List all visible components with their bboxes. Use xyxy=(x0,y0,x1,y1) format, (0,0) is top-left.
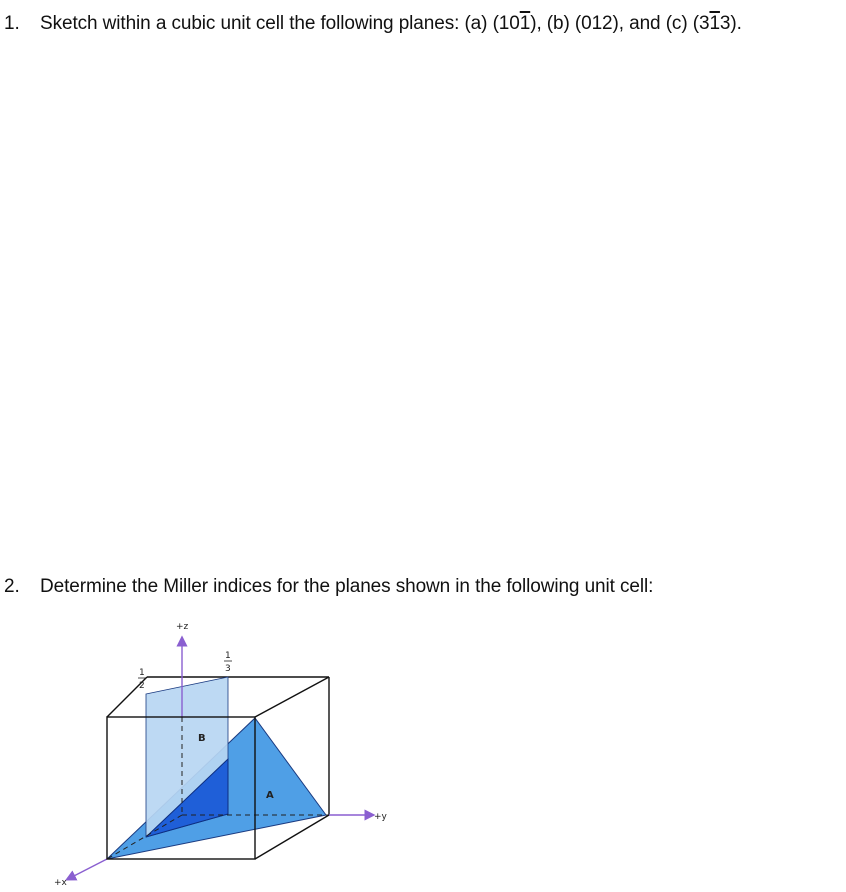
plane-a-open: ( xyxy=(492,13,499,34)
plane-a-h: 1 xyxy=(498,13,510,34)
plane-a-close: ) xyxy=(530,13,537,34)
plane-c-label: (c) xyxy=(665,13,693,34)
plane-c-h: 3 xyxy=(698,13,710,34)
question-1-lead: Sketch within a cubic unit cell the following planes: xyxy=(40,13,465,34)
fraction-half-numerator: 1 xyxy=(139,668,145,678)
question-2-text: Determine the Miller indices for the planes shown in the following unit cell: xyxy=(40,576,654,597)
plane-b-text: (b) (012) xyxy=(546,13,619,34)
fraction-third-numerator: 1 xyxy=(225,651,231,661)
question-1-end: . xyxy=(736,13,742,34)
question-2 xyxy=(4,575,653,599)
unit-cell-svg xyxy=(40,615,420,892)
fraction-half-denominator: 2 xyxy=(139,681,145,691)
plane-a-label: (a) xyxy=(464,13,493,34)
plane-a-k: 0 xyxy=(509,13,520,34)
cube-edge-top-right xyxy=(255,677,329,717)
axis-x-line xyxy=(70,859,107,878)
question-2-number: 2. xyxy=(4,576,20,597)
axis-x-label: +x xyxy=(54,878,67,888)
unit-cell-figure xyxy=(40,615,420,892)
axis-z-label: +z xyxy=(176,622,189,632)
fraction-third-denominator: 3 xyxy=(225,664,231,674)
axis-y-label: +y xyxy=(374,812,387,822)
plane-a-l-bar: 1 xyxy=(519,13,531,34)
separator-2: , and xyxy=(618,13,666,34)
question-1 xyxy=(4,12,742,36)
question-1-number: 1. xyxy=(4,13,20,34)
plane-c-l: 3 xyxy=(719,13,731,34)
separator-1: , xyxy=(536,13,547,34)
plane-b-label: B xyxy=(198,733,206,744)
plane-a-label: A xyxy=(266,790,274,801)
plane-c-close: ) xyxy=(730,13,737,34)
plane-c-open: ( xyxy=(692,13,699,34)
plane-c-k-bar: 1 xyxy=(709,13,720,34)
